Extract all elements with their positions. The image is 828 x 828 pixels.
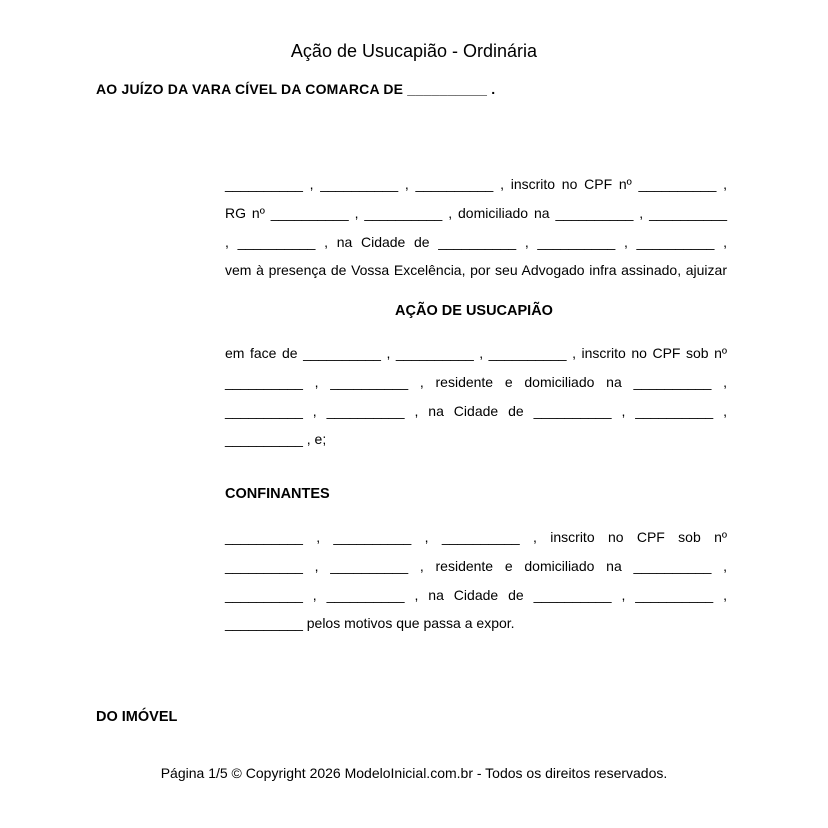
- confinantes-qualification-paragraph: [225, 523, 727, 638]
- paragraph-line: __________ , __________ , residente e domiciliado na __________ ,: [225, 373, 727, 390]
- paragraph-line: __________ , __________ , na Cidade de __________ , __________ ,: [225, 586, 727, 603]
- paragraph-line: __________ , e;: [225, 431, 327, 448]
- property-section-heading: DO IMÓVEL: [96, 709, 178, 725]
- paragraph-line: __________ , __________ , __________ , inscrito no CPF nº __________ ,: [225, 176, 727, 192]
- document-title: Ação de Usucapião - Ordinária: [290, 41, 538, 61]
- action-title-heading: AÇÃO DE USUCAPIÃO: [395, 303, 553, 319]
- paragraph-line: __________ pelos motivos que passa a expor.: [225, 615, 515, 632]
- paragraph-line: __________ , __________ , residente e domiciliado na __________ ,: [225, 557, 727, 574]
- paragraph-line: __________ , __________ , na Cidade de __________ , __________ ,: [225, 402, 727, 419]
- paragraph-line: RG nº __________ , __________ , domiciliado na __________ , __________: [225, 204, 727, 221]
- author-qualification-paragraph: [225, 170, 727, 285]
- page-footer: Página 1/5 © Copyright 2026 ModeloInicial.com.br - Todos os direitos reservados.: [160, 765, 668, 781]
- paragraph-line: , __________ , na Cidade de __________ , __________ , __________ ,: [225, 233, 727, 250]
- paragraph-line: __________ , __________ , __________ , inscrito no CPF sob nº: [225, 529, 727, 545]
- defendant-qualification-paragraph: [225, 339, 727, 454]
- court-address-heading: AO JUÍZO DA VARA CÍVEL DA COMARCA DE __________ .: [96, 81, 496, 97]
- paragraph-line: vem à presença de Vossa Excelência, por seu Advogado infra assinado, ajuizar: [225, 262, 727, 279]
- confinantes-heading: CONFINANTES: [225, 486, 330, 502]
- paragraph-line: em face de __________ , __________ , __________ , inscrito no CPF sob nº: [225, 345, 727, 361]
